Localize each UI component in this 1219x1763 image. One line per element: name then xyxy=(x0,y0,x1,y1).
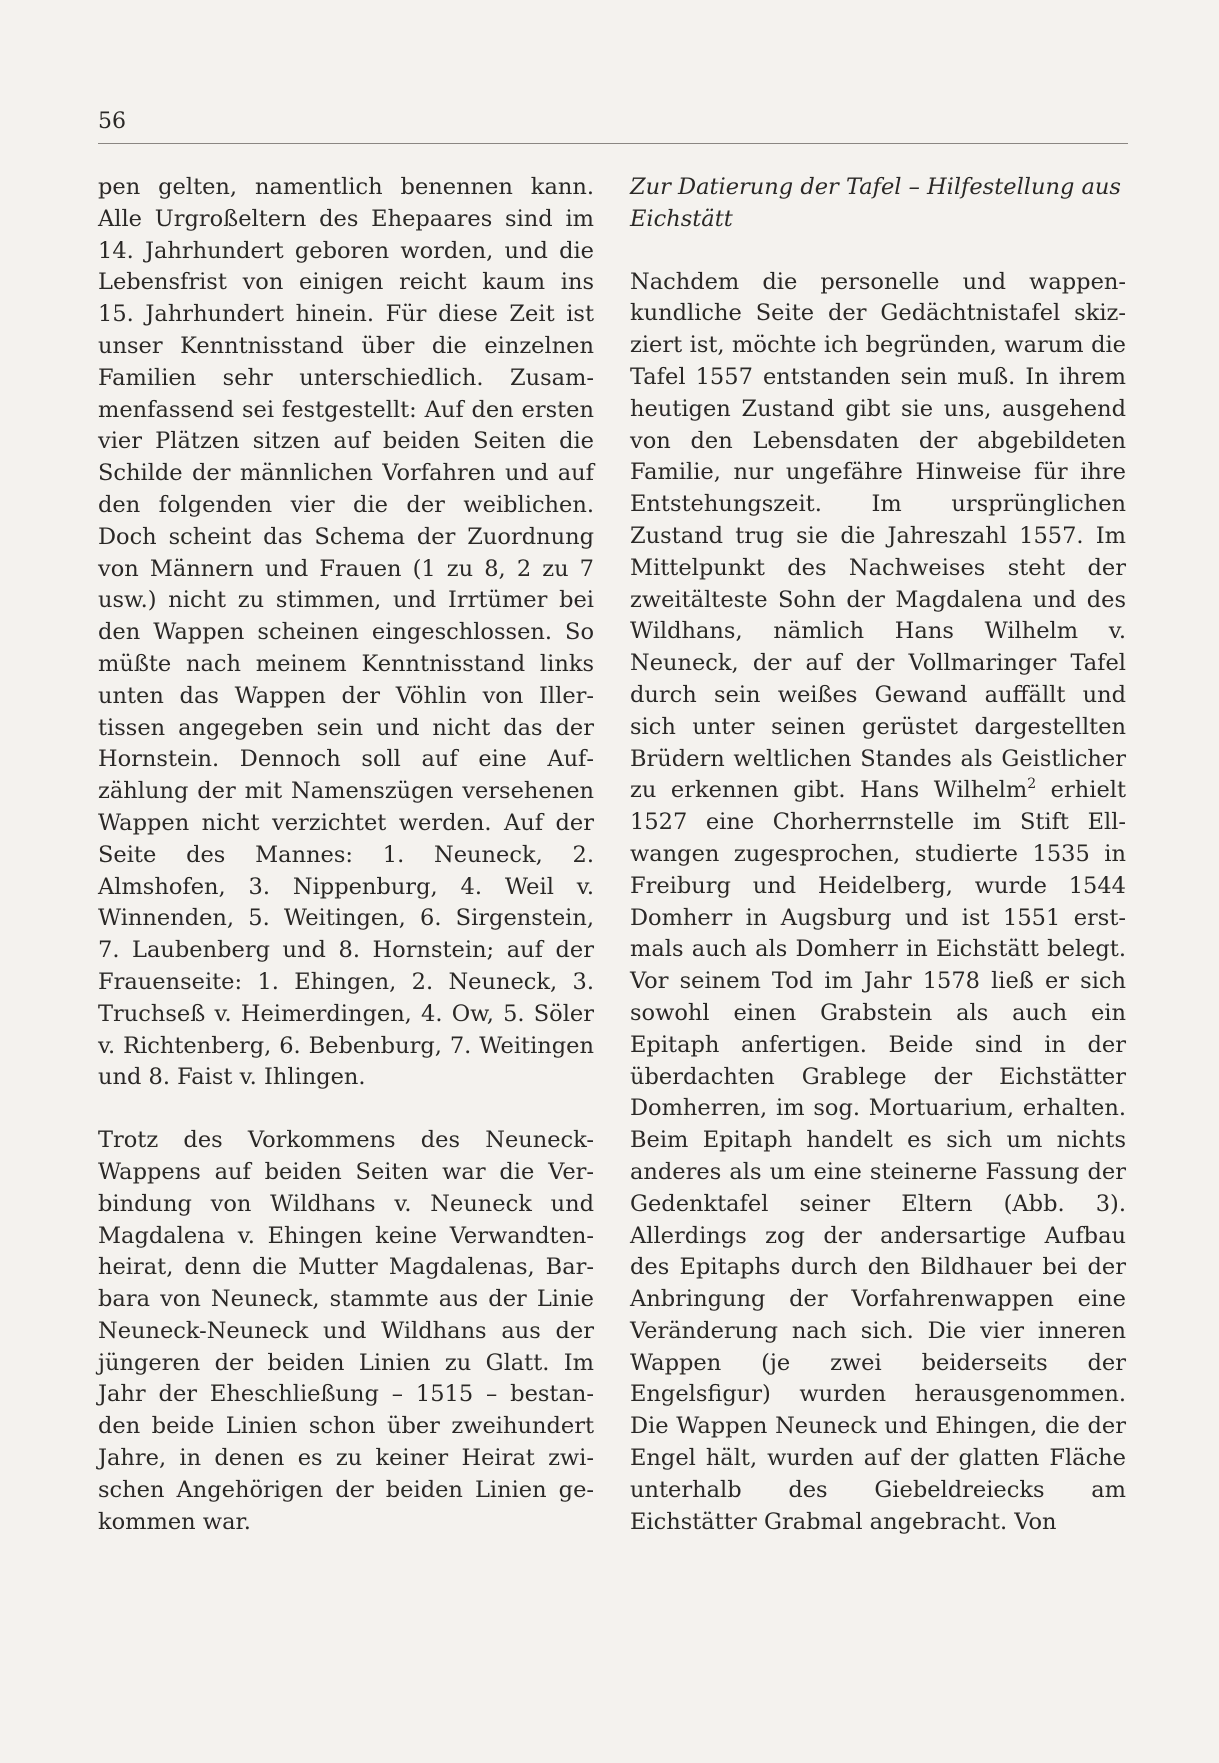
left-column xyxy=(98,172,594,1538)
footnote-mark: 2 xyxy=(1027,776,1037,793)
paragraph-text: erhielt 1527 eine Chorherrnstelle im Stift Ellwangen zugesprochen, studierte 1535 in Freiburg und Heidelberg, wurde 1544 Domherr in Augsburg und ist 1551 erstmals auch als Domherr in Eichstätt belegt. Vor seinem Tod im Jahr 1578 ließ er sich sowohl einen Grabstein als auch ein Epitaph anfertigen. Beide sind in der überdachten Grablege der Eichstätter Domherren, im sog. Mortuarium, erhalten. Beim Epitaph handelt es sich um nichts anderes als um eine steinerne Fassung der Gedenktafel seiner Eltern (Abb. 3). Allerdings zog der andersartige Aufbau des Epitaphs durch den Bildhauer bei der Anbringung der Vorfahrenwappen eine Veränderung nach sich. Die vier inneren Wappen (je zwei beiderseits der Engelsfigur) wurden herausgenommen. Die Wappen Neuneck und Ehingen, die der Engel hält, wurden auf der glatten Fläche unterhalb des Giebeldreiecks am Eichstätter Grabmal angebracht. Von xyxy=(630,777,1126,1535)
page-number: 56 xyxy=(98,109,126,134)
paragraph-text: Nachdem die personelle und wappenkundliche Seite der Gedächtnistafel skizziert ist, möchte ich begründen, warum die Tafel 1557 entstanden sein muß. In ihrem heutigen Zustand gibt sie uns, ausgehend von den Lebensdaten der abgebildeten Familie, nur ungefähre Hinweise für ihre Entstehungszeit. Im ursprünglichen Zustand trug sie die Jahreszahl 1557. Im Mittelpunkt des Nachweises steht der zweitälteste Sohn der Magdalena und des Wildhans, nämlich Hans Wilhelm v. Neuneck, der auf der Vollmaringer Tafel durch sein weißes Gewand auffällt und sich unter seinen gerüstet dargestellten Brüdern weltlichen Standes als Geistlicher zu erkennen gibt. Hans Wilhelm xyxy=(630,268,1126,804)
paragraph xyxy=(630,267,1126,1539)
header-rule xyxy=(98,143,1128,144)
section-heading: Zur Datierung der Tafel – Hilfestellung aus Eichstätt xyxy=(630,174,1121,232)
paragraph: Trotz des Vorkommens des Neuneck-Wappens auf beiden Seiten war die Verbindung von Wildhans v. Neuneck und Magdalena v. Ehingen keine Verwandtenheirat, denn die Mutter Magdalenas, Barbara von Neuneck, stammte aus der Linie Neuneck-Neuneck und Wildhans aus der jüngeren der beiden Linien zu Glatt. Im Jahr der Eheschließung – 1515 – bestanden beide Linien schon über zweihundert Jahre, in denen es zu keiner Heirat zwischen Angehörigen der beiden Linien gekommen war. xyxy=(98,1127,594,1535)
paragraph: pen gelten, namentlich benennen kann. Alle Urgroßeltern des Ehepaares sind im 14. Jahrhundert geboren worden, und die Lebensfrist von einigen reicht kaum ins 15. Jahrhundert hinein. Für diese Zeit ist unser Kenntnisstand über die einzelnen Familien sehr unterschiedlich. Zusammenfassend sei festgestellt: Auf den ersten vier Plätzen sitzen auf beiden Seiten die Schilde der männlichen Vorfahren und auf den folgenden vier die der weiblichen. Doch scheint das Schema der Zuordnung von Männern und Frauen (1 zu 8, 2 zu 7 usw.) nicht zu stimmen, und Irrtümer bei den Wappen scheinen eingeschlossen. So müßte nach meinem Kenntnisstand links unten das Wappen der Vöhlin von Illertissen angegeben sein und nicht das der Hornstein. Dennoch soll auf eine Aufzählung der mit Namenszügen versehenen Wappen nicht verzichtet werden. Auf der Seite des Mannes: 1. Neuneck, 2. Almshofen, 3. Nippenburg, 4. Weil v. Winnenden, 5. Weitingen, 6. Sirgenstein, 7. Laubenberg und 8. Hornstein; auf der Frauenseite: 1. Ehingen, 2. Neuneck, 3. Truchseß v. Heimerdingen, 4. Ow, 5. Söler v. Richtenberg, 6. Bebenburg, 7. Weitingen und 8. Faist v. Ihlingen. xyxy=(98,174,594,1091)
right-column xyxy=(630,172,1126,1538)
